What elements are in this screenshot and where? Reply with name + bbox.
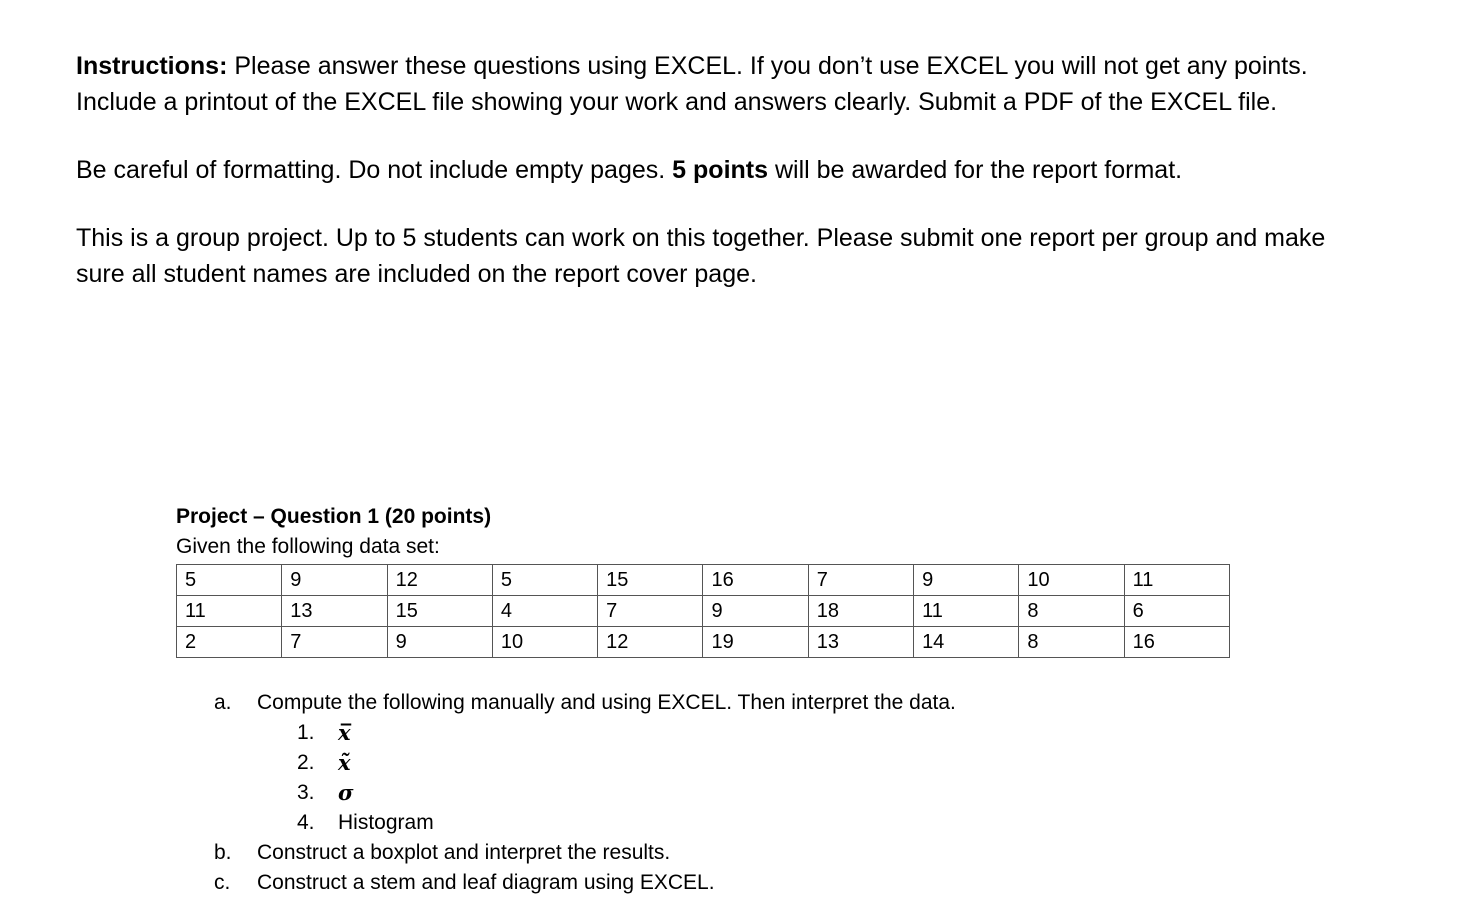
table-cell: 5 — [492, 565, 597, 596]
mean-symbol: x̅ — [338, 720, 351, 745]
histogram-label: Histogram — [338, 811, 434, 834]
table-row — [177, 565, 1230, 596]
subtask-mean — [214, 718, 1114, 748]
formatting-text: Be careful of formatting. Do not include empty pages. — [76, 156, 666, 184]
formatting-paragraph — [76, 152, 1336, 188]
table-cell: 13 — [808, 627, 913, 658]
table-row — [177, 627, 1230, 658]
table-cell: 9 — [703, 596, 808, 627]
subtask-number: 4. — [297, 811, 315, 834]
instructions-text: Please answer these questions using EXCEL. If you don’t use EXCEL you will not get any points. Include a printout of the EXCEL file showing your work and answers clearly. Submit a PDF of the EXCEL file. — [76, 52, 1308, 116]
group-project-paragraph: This is a group project. Up to 5 students can work on this together. Please submit one report per group and make sure all student names are included on the report cover page. — [76, 224, 1326, 288]
task-text: Construct a stem and leaf diagram using EXCEL. — [257, 871, 715, 894]
instructions-section — [76, 48, 1336, 324]
table-cell: 16 — [703, 565, 808, 596]
table-cell: 10 — [492, 627, 597, 658]
question-intro: Given the following data set: — [176, 535, 440, 558]
table-cell: 11 — [177, 596, 282, 627]
table-cell: 9 — [914, 565, 1019, 596]
points-emphasis: 5 points — [672, 156, 769, 184]
formatting-text-end: will be awarded for the report format. — [774, 156, 1183, 184]
task-c — [214, 868, 1114, 898]
subtask-number: 1. — [297, 721, 315, 744]
table-cell: 2 — [177, 627, 282, 658]
subtask-number: 3. — [297, 781, 315, 804]
table-cell: 5 — [177, 565, 282, 596]
task-list — [214, 688, 1114, 898]
table-cell: 8 — [1019, 627, 1124, 658]
table-row — [177, 596, 1230, 627]
table-cell: 7 — [282, 627, 387, 658]
subtask-histogram — [214, 808, 1114, 838]
task-marker: b. — [214, 841, 232, 864]
table-cell: 9 — [387, 627, 492, 658]
table-cell: 7 — [598, 596, 703, 627]
table-cell: 7 — [808, 565, 913, 596]
table-cell: 18 — [808, 596, 913, 627]
task-text: Construct a boxplot and interpret the results. — [257, 841, 671, 864]
table-cell: 19 — [703, 627, 808, 658]
task-marker: a. — [214, 691, 232, 714]
table-cell: 12 — [387, 565, 492, 596]
subtask-number: 2. — [297, 751, 315, 774]
data-set-table — [176, 564, 1230, 658]
subtask-median — [214, 748, 1114, 778]
task-b — [214, 838, 1114, 868]
table-cell: 15 — [387, 596, 492, 627]
sigma-symbol: σ — [338, 780, 354, 805]
table-cell: 16 — [1124, 627, 1229, 658]
table-cell: 9 — [282, 565, 387, 596]
median-symbol: x̃ — [338, 750, 351, 775]
instructions-paragraph-1 — [76, 48, 1336, 120]
instructions-lead: Instructions: — [76, 52, 228, 80]
table-cell: 10 — [1019, 565, 1124, 596]
table-cell: 14 — [914, 627, 1019, 658]
table-cell: 8 — [1019, 596, 1124, 627]
project-question-1 — [176, 502, 1236, 658]
table-cell: 4 — [492, 596, 597, 627]
question-title: Project – Question 1 (20 points) — [176, 505, 492, 528]
table-cell: 13 — [282, 596, 387, 627]
task-text: Compute the following manually and using EXCEL. Then interpret the data. — [257, 691, 956, 714]
table-cell: 11 — [1124, 565, 1229, 596]
task-a — [214, 688, 1114, 718]
table-cell: 12 — [598, 627, 703, 658]
table-cell: 6 — [1124, 596, 1229, 627]
task-marker: c. — [214, 871, 231, 894]
table-cell: 11 — [914, 596, 1019, 627]
subtask-std-dev — [214, 778, 1114, 808]
table-cell: 15 — [598, 565, 703, 596]
